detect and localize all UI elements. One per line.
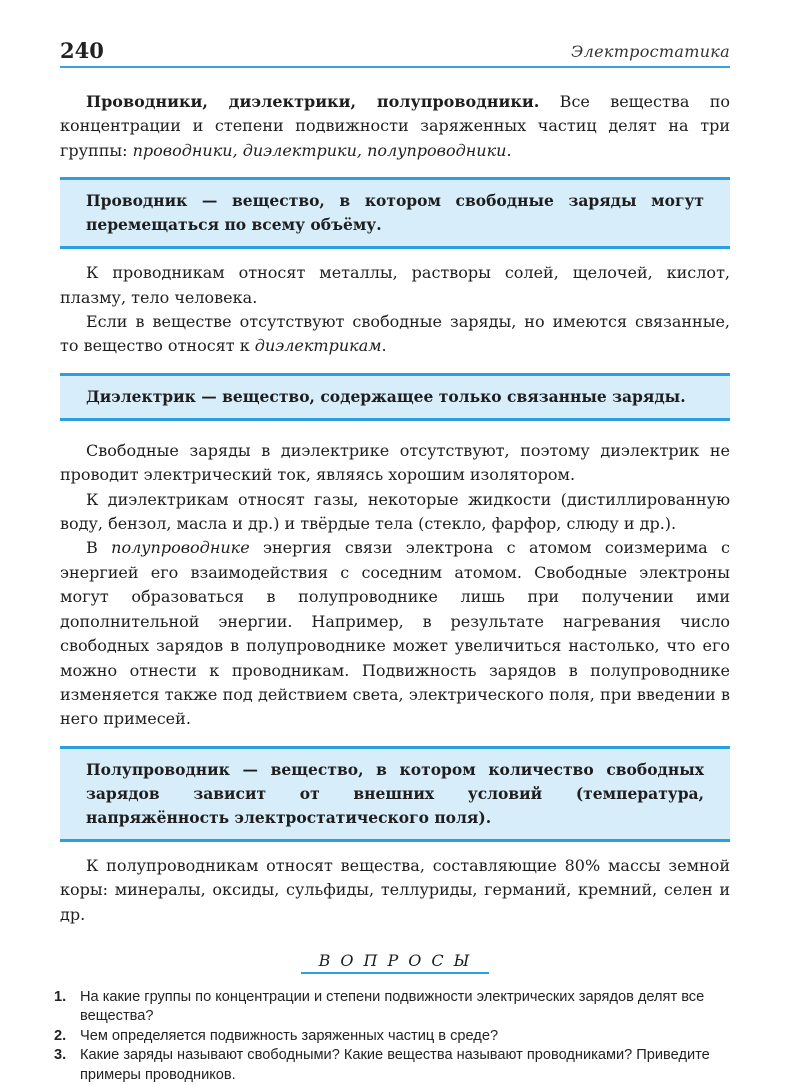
intro-paragraph: Проводники, диэлектрики, полупроводники. Все вещества по концентрации и степени подвижности заряженных частиц делят на три группы: проводники, диэлектрики, полупроводники. (60, 92, 730, 160)
page-header (60, 38, 730, 68)
question-item (54, 988, 734, 1027)
question-number: 1. (54, 988, 67, 1005)
question-item (54, 1027, 734, 1047)
section-title: Электростатика (571, 42, 730, 61)
question-text: На какие группы по концентрации и степени подвижности электрических зарядов делят все вещества? (80, 988, 705, 1025)
question-number: 2. (54, 1027, 67, 1044)
questions-heading: ВОПРОСЫ (301, 951, 489, 974)
conductors-paragraph: К проводникам относят металлы, растворы солей, щелочей, кислот, плазму, тело человека. (60, 263, 730, 307)
page-content (54, 90, 731, 1085)
questions-list (54, 988, 734, 1085)
groups-list: проводники, диэлектрики, полупроводники (132, 140, 507, 160)
question-text: Чем определяется подвижность заряженных частиц в среде? (80, 1027, 499, 1044)
free-charges-paragraph: Свободные заряды в диэлектрике отсутствуют, поэтому диэлектрик не проводит электрический ток, являясь хорошим изолятором. (60, 440, 730, 485)
question-item (54, 1046, 734, 1085)
semiconductor-paragraph: В полупроводнике энергия связи электрона с атомом соизмерима с энергией его взаимодействия с соседним атомом. Свободные электроны могут образоваться в полупроводнике лишь при получении ими дополнительной энергии. Например, в результате нагревания число свободных зарядов в полупроводнике может увеличиться настолько, что его можно отнести к проводникам. Подвижность зарядов в полупроводнике изменяется также под действием света, электрического поля, при введении в него примесей. (60, 538, 731, 729)
intro-heading: Проводники, диэлектрики, полупроводники. (86, 92, 540, 111)
page-number: 240 (60, 38, 104, 63)
definition-semiconductor: Полупроводник — вещество, в котором количество свободных зарядов зависит от внешних условий (температура, напряжённость электростатического поля). (60, 746, 730, 842)
definition-conductor: Проводник — вещество, в котором свободные заряды могут перемещаться по всему объёму. (60, 177, 730, 249)
question-text: Какие заряды называют свободными? Какие вещества называют проводниками? Приведите примеры проводников. (80, 1047, 710, 1083)
question-number: 3. (54, 1047, 67, 1064)
dielectric-intro-paragraph: Если в веществе отсутствуют свободные заряды, но имеются связанные, то вещество относят к диэлектрикам. (60, 312, 730, 356)
dielectric-examples-paragraph: К диэлектрикам относят газы, некоторые жидкости (дистиллированную воду, бензол, масла и др.) и твёрдые тела (стекло, фарфор, слюду и др.). (60, 489, 730, 534)
definition-dielectric: Диэлектрик — вещество, содержащее только связанные заряды. (60, 373, 730, 421)
semiconductor-examples-paragraph: К полупроводникам относят вещества, составляющие 80% массы земной коры: минералы, оксиды, сульфиды, теллуриды, германий, кремний, селен и др. (60, 855, 730, 924)
